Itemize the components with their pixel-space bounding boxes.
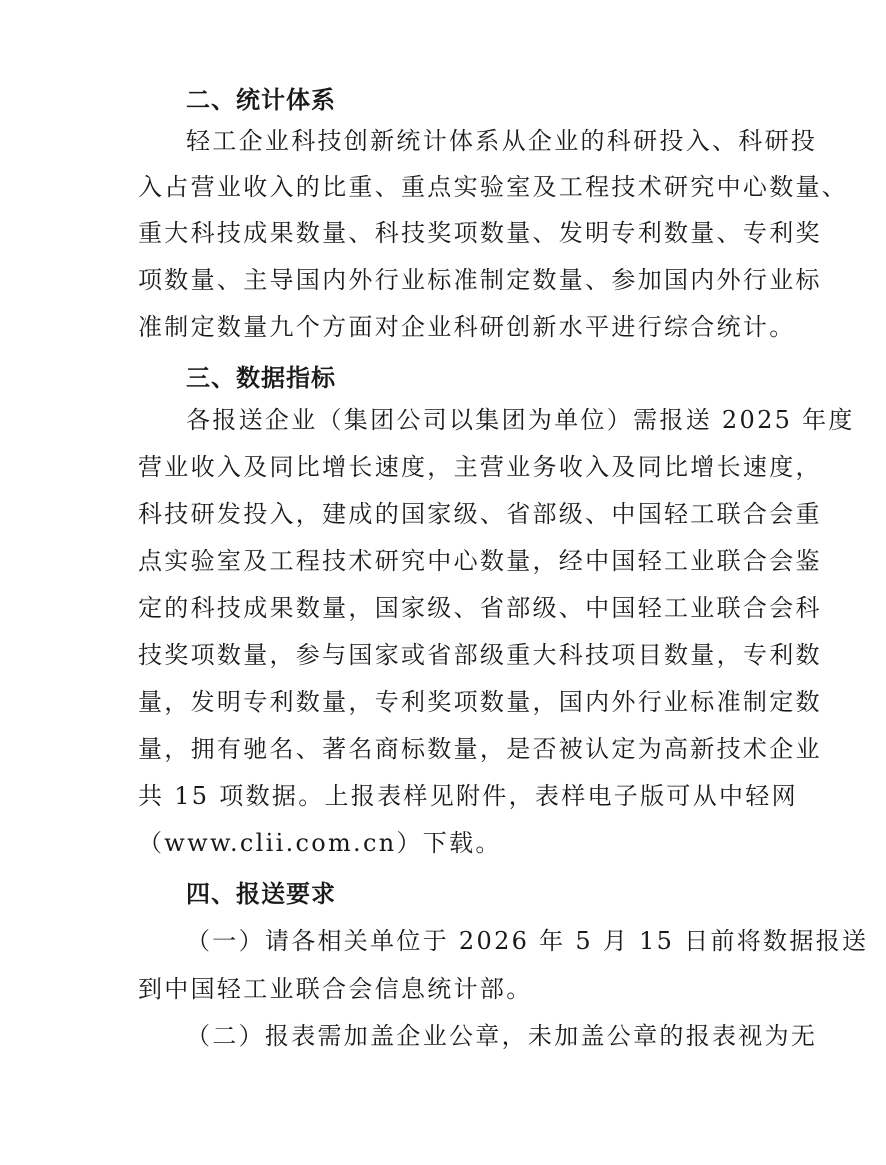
paragraph-line: 轻工企业科技创新统计体系从企业的科研投入、科研投	[186, 127, 818, 155]
section-heading-statistics-system: 二、统计体系	[186, 86, 336, 114]
paragraph-line: 准制定数量九个方面对企业科研创新水平进行综合统计。	[138, 313, 796, 341]
paragraph-line: 各报送企业（集团公司以集团为单位）需报送 2025 年度	[186, 406, 855, 434]
paragraph-line: 重大科技成果数量、科技奖项数量、发明专利数量、专利奖	[138, 219, 822, 247]
paragraph-line: 入占营业收入的比重、重点实验室及工程技术研究中心数量、	[138, 173, 849, 201]
paragraph-line: 共 15 项数据。上报表样见附件，表样电子版可从中轻网	[138, 782, 798, 810]
section-heading-submission-requirements: 四、报送要求	[186, 880, 336, 908]
paragraph-line: 技奖项数量，参与国家或省部级重大科技项目数量，专利数	[138, 641, 822, 669]
paragraph-line: 科技研发投入，建成的国家级、省部级、中国轻工联合会重	[138, 500, 822, 528]
paragraph-line: 量，发明专利数量，专利奖项数量，国内外行业标准制定数	[138, 688, 822, 716]
paragraph-line: 营业收入及同比增长速度，主营业务收入及同比增长速度，	[138, 453, 822, 481]
paragraph-line: 定的科技成果数量，国家级、省部级、中国轻工业联合会科	[138, 594, 822, 622]
section-heading-data-indicators: 三、数据指标	[186, 364, 336, 392]
paragraph-line: （二）报表需加盖企业公章，未加盖公章的报表视为无	[186, 1022, 818, 1050]
paragraph-line: （www.clii.com.cn）下载。	[138, 829, 502, 857]
paragraph-line: 量，拥有驰名、著名商标数量，是否被认定为高新技术企业	[138, 735, 822, 763]
paragraph-line: 点实验室及工程技术研究中心数量，经中国轻工业联合会鉴	[138, 547, 822, 575]
paragraph-line: （一）请各相关单位于 2026 年 5 月 15 日前将数据报送	[186, 927, 869, 955]
paragraph-line: 项数量、主导国内外行业标准制定数量、参加国内外行业标	[138, 266, 822, 294]
paragraph-line: 到中国轻工业联合会信息统计部。	[138, 975, 533, 1003]
